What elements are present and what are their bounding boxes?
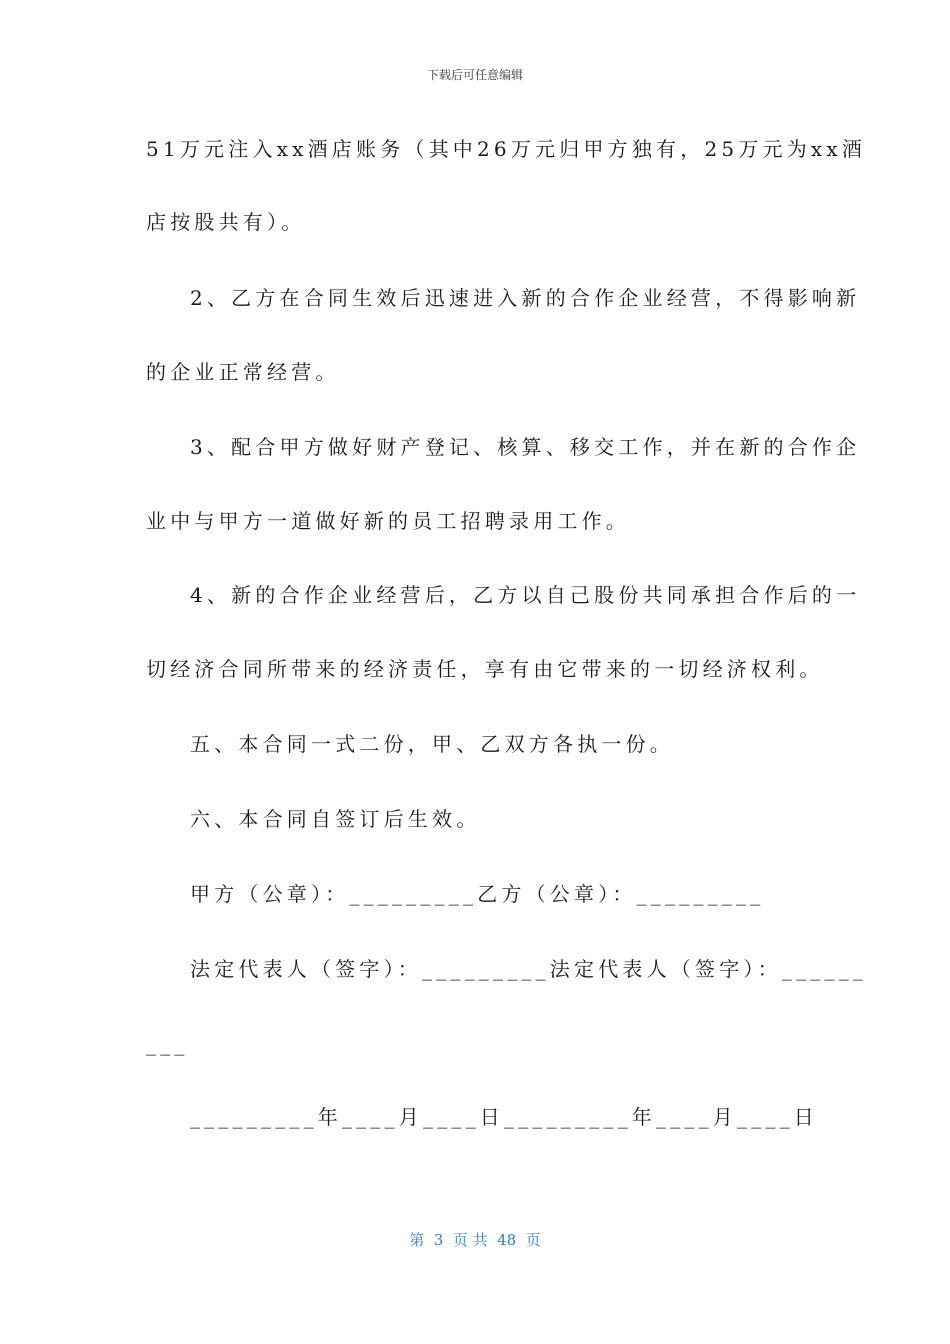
body-line-7: 4、新的合作企业经营后，乙方以自己股份共同承担合作后的一: [190, 583, 861, 607]
body-line-4: 的企业正常经营。: [146, 360, 340, 384]
body-line-9: 五、本合同一式二份，甲、乙双方各执一份。: [190, 732, 674, 756]
signature-representative-line: 法定代表人（签字）：_________法定代表人（签字）：______: [190, 957, 867, 981]
body-line-5: 3、配合甲方做好财产登记、核算、移交工作，并在新的合作企: [190, 435, 861, 459]
body-line-2: 店按股共有）。: [146, 210, 306, 234]
body-line-6: 业中与甲方一道做好新的员工招聘录用工作。: [146, 509, 630, 533]
body-line-3: 2、乙方在合同生效后迅速进入新的合作企业经营，不得影响新: [190, 286, 861, 310]
signature-party-line: 甲方（公章）：_________乙方（公章）：_________: [190, 882, 765, 906]
signature-date-line: _________年____月____日_________年____月____日: [190, 1105, 818, 1129]
body-line-1: 51万元注入xx酒店账务（其中26万元归甲方独有，25万元为xx酒: [146, 137, 867, 161]
page-header: 下载后可任意编辑: [426, 68, 523, 82]
signature-continuation-line: ___: [146, 1032, 189, 1056]
page-footer: 第 3 页 共 48 页: [409, 1231, 541, 1249]
body-line-10: 六、本合同自签订后生效。: [190, 807, 481, 831]
body-line-8: 切经济合同所带来的经济责任，享有由它带来的一切经济权利。: [146, 657, 824, 681]
